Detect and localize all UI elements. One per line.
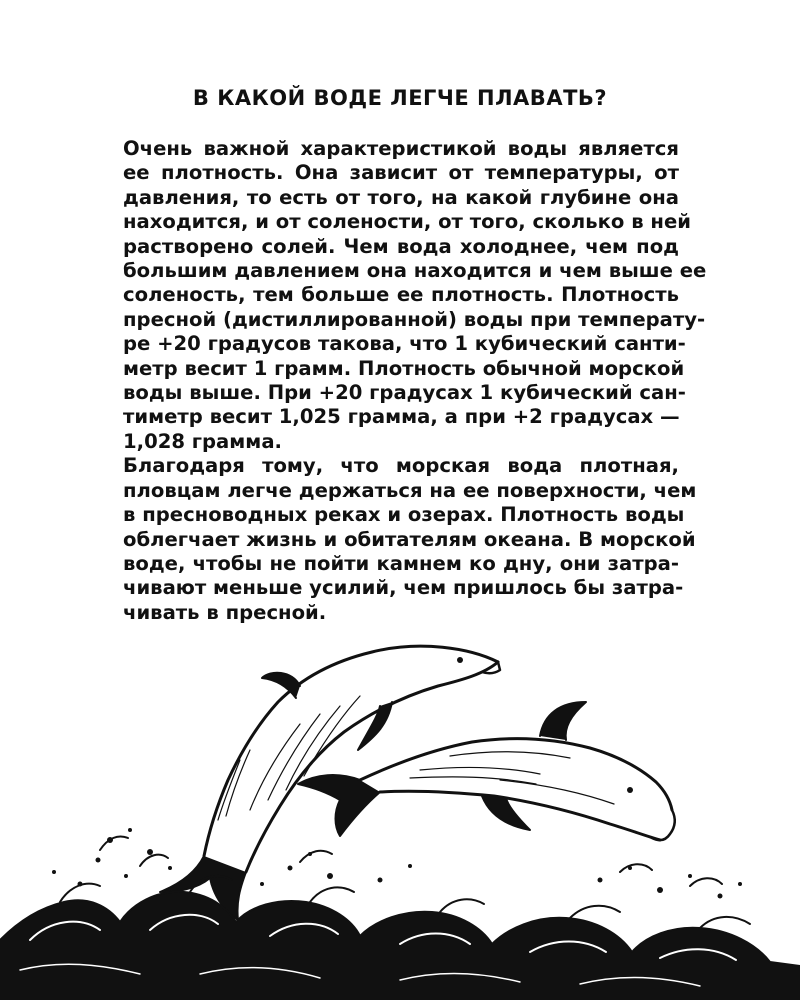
ocean-waves: [0, 876, 800, 1000]
text-line: пресной (дистиллированной) воды при температу-: [123, 307, 706, 331]
text-line: 1,028 грамма.: [123, 429, 282, 453]
text-line: соленость, тем больше ее плотность. Плотность: [123, 283, 679, 307]
text-line: пловцам легче держаться на ее поверхности, чем: [123, 478, 697, 502]
text-line: тиметр весит 1,025 грамма, а при +2 градусах —: [123, 405, 680, 429]
text-line: чивать в пресной.: [123, 600, 327, 624]
text-line: воды выше. При +20 градусах 1 кубический сан-: [123, 381, 686, 405]
dolphin-right: [298, 702, 675, 840]
paragraph-1: [89, 137, 707, 454]
text-line: облегчает жизнь и обитателям океана. В морской: [123, 527, 696, 551]
text-line: в пресноводных реках и озерах. Плотность воды: [123, 503, 685, 527]
page-title: В КАКОЙ ВОДЕ ЛЕГЧЕ ПЛАВАТЬ?: [192, 86, 608, 110]
text-line: давления, то есть от того, на какой глубине она: [123, 185, 679, 209]
text-line: находится, и от солености, от того, сколько в ней: [123, 210, 691, 234]
text-line: воде, чтобы не пойти камнем ко дну, они затра-: [123, 551, 679, 575]
text-line: чивают меньше усилий, чем пришлось бы затра-: [123, 576, 684, 600]
text-line: растворено солей. Чем вода холоднее, чем под: [123, 234, 679, 258]
text-line: Очень важной характеристикой воды является: [123, 137, 679, 160]
text-line: ее плотность. Она зависит от температуры, от: [123, 161, 679, 185]
article-body: [89, 137, 707, 625]
text-line: ре +20 градусов такова, что 1 кубический санти-: [123, 332, 686, 356]
text-line: метр весит 1 грамм. Плотность обычной морской: [123, 356, 685, 380]
text-line: большим давлением она находится и чем выше ее: [123, 259, 707, 283]
text-line: Благодаря тому, что морская вода плотная,: [123, 454, 679, 478]
dolphins-illustration: [0, 640, 800, 1000]
paragraph-2: [89, 454, 697, 625]
